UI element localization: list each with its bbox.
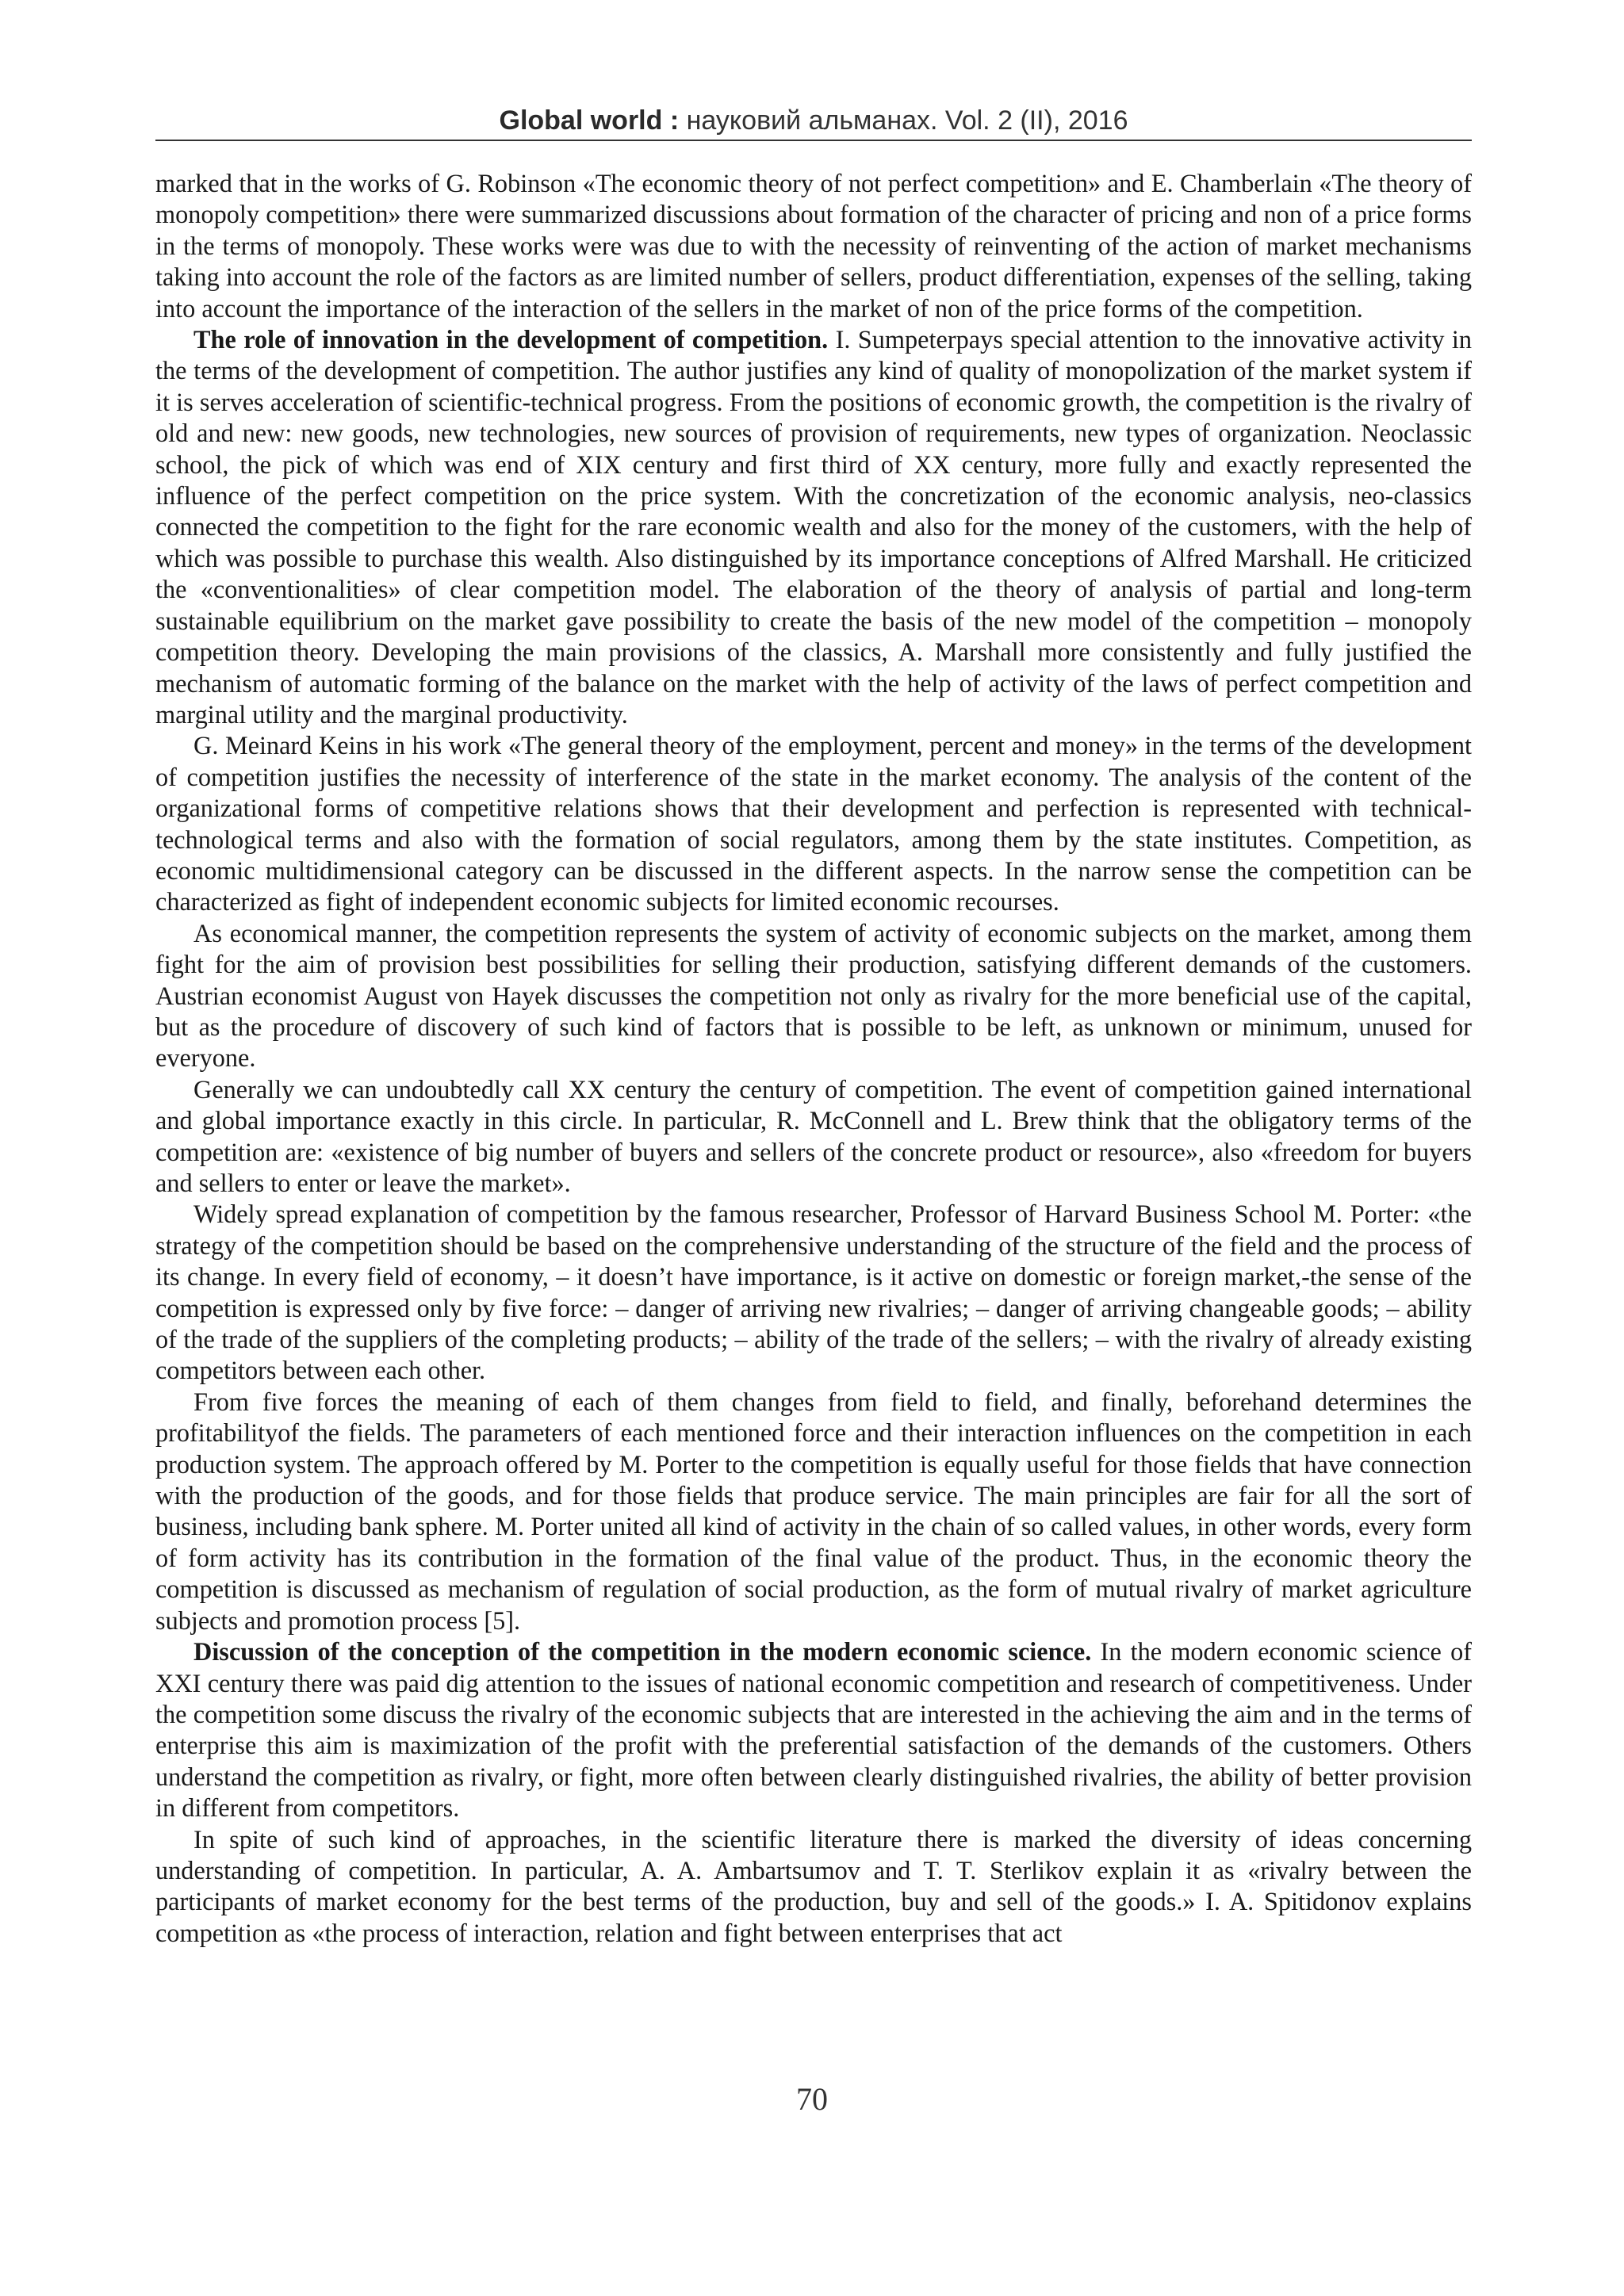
- paragraph: G. Meinard Keins in his work «The general theory of the employment, percent and money» in the terms of the development of competition justifies the necessity of interference of the state in the market economy. The analysis of the content of the organizational forms of competitive relations shows that their development and perfection is represented with technical-technological terms and also with the formation of social regulators, among them by the state institutes. Competition, as economic multidimensional category can be discussed in the different aspects. In the narrow sense the competition can be characterized as fight of independent economic subjects for limited economic recourses.: [155, 731, 1472, 916]
- journal-subtitle: науковий альманах. Vol. 2 (II), 2016: [679, 105, 1128, 136]
- paragraph: As economical manner, the competition represents the system of activity of economic subjects on the market, among them fight for the aim of provision best possibilities for selling their production, satisfying different demands of the customers. Austrian economist August von Hayek discusses the competition not only as rivalry for the more beneficial use of the capital, but as the procedure of discovery of such kind of factors that is possible to be left, as unknown or minimum, unused for everyone.: [155, 918, 1472, 1073]
- paragraph: Discussion of the conception of the competition in the modern economic science. In the modern economic science of XXI century there was paid dig attention to the issues of national economic competition and research of competitiveness. Under the competition some discuss the rivalry of the economic subjects that are interested in the achieving the aim and in the terms of enterprise this aim is maximization of the profit with the preferential satisfaction of the demands of the customers. Others understand the competition as rivalry, or fight, more often between clearly distinguished rivalries, the ability of better provision in different from competitors.: [155, 1637, 1472, 1823]
- journal-title: Global world :: [499, 105, 680, 136]
- header-rule: [155, 140, 1472, 141]
- paragraph: Widely spread explanation of competition by the famous researcher, Professor of Harvard Business School M. Porter: «the strategy of the competition should be based on the comprehensive understanding of the structure of the field and the process of its change. In every field of economy, – it doesn’t have importance, is it active on domestic or foreign market,-the sense of the competition is expressed only by five force: – danger of arriving new rivalries; – danger of arriving changeable goods; – ability of the trade of the suppliers of the completing products; – ability of the trade of the sellers; – with the rivalry of already existing competitors between each other.: [155, 1200, 1472, 1385]
- paragraph: In spite of such kind of approaches, in the scientific literature there is marked the diversity of ideas concerning understanding of competition. In particular, A. A. Ambartsumov and T. T. Sterlikov explain it as «rivalry between the participants of market economy for the best terms of the production, buy and sell of the goods.» I. A. Spitidonov explains competition as «the process of interaction, relation and fight between enterprises that act: [155, 1824, 1472, 1947]
- running-header: [155, 101, 1472, 140]
- paragraph: marked that in the works of G. Robinson «The economic theory of not perfect competition» and E. Chamberlain «The theory of monopoly competition» there were summarized discussions about formation of the character of pricing and non of a price forms in the terms of monopoly. These works were was due to with the necessity of reinventing of the action of market mechanisms taking into account the role of the factors as are limited number of sellers, product differentiation, expenses of the selling, taking into account the importance of the interaction of the sellers in the market of non of the price forms of the competition.: [155, 169, 1472, 323]
- section-heading: Discussion of the conception of the competition in the modern economic science.: [193, 1637, 1092, 1667]
- paragraph: The role of innovation in the development of competition. I. Sumpeterpays special attention to the innovative activity in the terms of the development of competition. The author justifies any kind of quality of monopolization of the market system if it is serves acceleration of scientific-technical progress. From the positions of economic growth, the competition is the rivalry of old and new: new goods, new technologies, new sources of provision of requirements, new types of organization. Neoclassic school, the pick of which was end of XIX century and first third of XX century, more fully and exactly represented the influence of the perfect competition on the price system. With the concretization of the economic analysis, neo-classics connected the competition to the fight for the rare economic wealth and also for the money of the customers, with the help of which was possible to purchase this wealth. Also distinguished by its importance conceptions of Alfred Marshall. He criticized the «conventionalities» of clear competition model. The elaboration of the theory of analysis of partial and long-term sustainable equilibrium on the market gave possibility to create the basis of the new model of the competition – monopoly competition theory. Developing the main provisions of the classics, A. Marshall more consistently and fully justified the mechanism of automatic forming of the balance on the market with the help of activity of the laws of perfect competition and marginal utility and the marginal productivity.: [155, 325, 1472, 729]
- section-heading: The role of innovation in the development of competition.: [193, 325, 829, 354]
- article-body: [155, 168, 1472, 1949]
- paragraph: From five forces the meaning of each of them changes from field to field, and finally, beforehand determines the profitabilityof the fields. The parameters of each mentioned force and their interaction influences on the competition in each production system. The approach offered by M. Porter to the competition is equally useful for those fields that have connection with the production of the goods, and for those fields that produce service. The main principles are fair for all the sort of business, including bank sphere. M. Porter united all kind of activity in the chain of so called values, in other words, every form of form activity has its contribution in the formation of the final value of the product. Thus, in the economic theory the competition is discussed as mechanism of regulation of social production, as the form of mutual rivalry of market agriculture subjects and promotion process [5].: [155, 1387, 1472, 1635]
- page-number: 70: [796, 2081, 828, 2117]
- paragraph: Generally we can undoubtedly call XX century the century of competition. The event of competition gained international and global importance exactly in this circle. In particular, R. McConnell and L. Brew think that the obligatory terms of the competition are: «existence of big number of buyers and sellers of the concrete product or resource», also «freedom for buyers and sellers to enter or leave the market».: [155, 1074, 1472, 1197]
